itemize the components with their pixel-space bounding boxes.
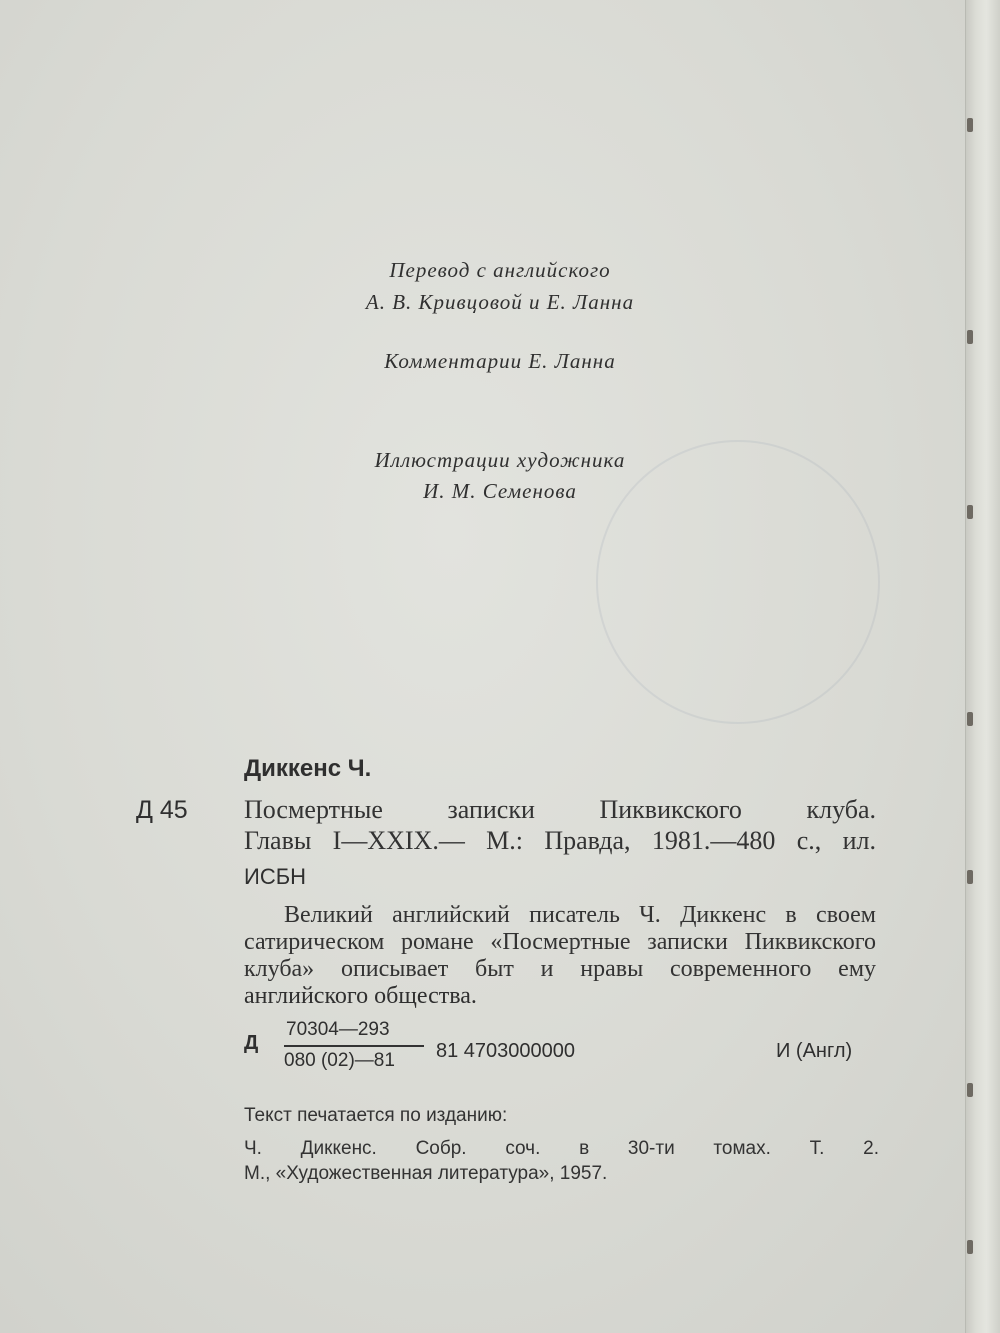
classification-language: И (Англ) [776, 1040, 853, 1062]
annotation-line-3: клуба» описывает быт и нравы современного ему [244, 956, 876, 982]
translation-line-2: А. В. Кривцовой и Е. Ланна [365, 290, 635, 314]
binding-stitch [967, 1240, 973, 1254]
illustrations-line-2: И. М. Семенова [423, 479, 577, 503]
page-edge [965, 0, 1000, 1333]
binding-stitch [967, 1083, 973, 1097]
translation-line-1: Перевод с английского [389, 258, 611, 282]
classification-code: 81 4703000000 [436, 1040, 576, 1062]
illustrations-line-1: Иллюстрации художника [374, 448, 626, 472]
annotation-line-4: английского общества. [244, 983, 477, 1009]
binding-stitch [967, 330, 973, 344]
source-note-line-1: Текст печатается по изданию: [244, 1105, 508, 1126]
classification-numerator: 70304—293 [286, 1019, 390, 1040]
catalog-author: Диккенс Ч. [244, 755, 372, 782]
binding-stitch [967, 505, 973, 519]
classification-letter: Д [244, 1032, 259, 1054]
source-note-line-3: М., «Художественная литература», 1957. [244, 1163, 608, 1184]
annotation-line-1: Великий английский писатель Ч. Диккенс в своем [284, 902, 876, 928]
catalog-title-line-1: Посмертные записки Пиквикского клуба. [244, 795, 876, 824]
classification-denominator: 080 (02)—81 [284, 1050, 395, 1071]
annotation-line-2: сатирическом романе «Посмертные записки Пиквикского [244, 929, 876, 955]
catalog-isbn: ИСБН [244, 864, 307, 889]
catalog-title-line-2: Главы I—XXIX.— М.: Правда, 1981.—480 с., ил. [244, 826, 876, 855]
fraction-rule [284, 1045, 424, 1047]
binding-stitch [967, 118, 973, 132]
commentary-line: Комментарии Е. Ланна [384, 349, 616, 373]
catalog-index: Д 45 [136, 796, 188, 824]
binding-stitch [967, 870, 973, 884]
binding-stitch [967, 712, 973, 726]
source-note-line-2: Ч. Диккенс. Собр. соч. в 30-ти томах. Т. 2. [244, 1138, 879, 1159]
